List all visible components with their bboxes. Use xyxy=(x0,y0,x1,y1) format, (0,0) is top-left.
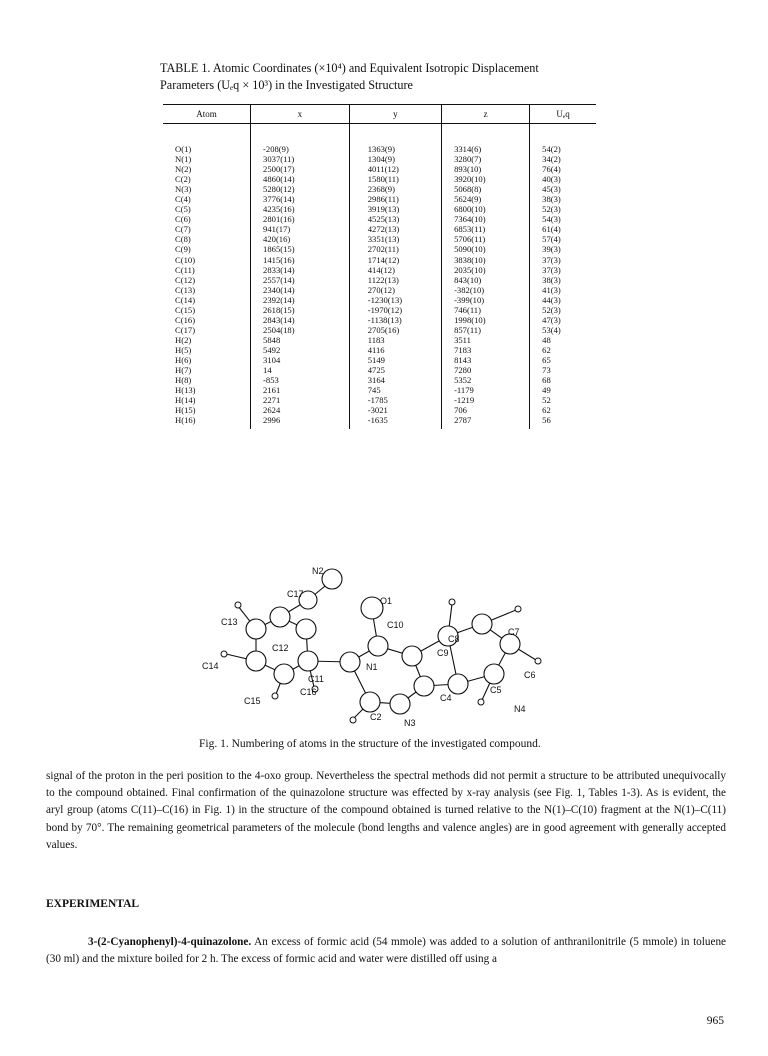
z-cell: 893(10) xyxy=(442,164,530,174)
atom-h14 xyxy=(221,651,227,657)
x-cell: 3104 xyxy=(251,355,350,365)
x-cell: 14 xyxy=(251,365,350,375)
atom-cell: H(13) xyxy=(163,385,251,395)
table-row xyxy=(163,365,596,375)
y-cell: 1122(13) xyxy=(349,275,441,285)
ueq-cell: 40(3) xyxy=(542,174,561,185)
atom-cell: H(7) xyxy=(163,365,251,375)
ueq-cell: 54(2) xyxy=(542,144,561,154)
label-c7: C7 xyxy=(508,627,520,637)
atom-h6 xyxy=(535,658,541,664)
table-spacer-row xyxy=(163,124,596,145)
z-cell: 2035(10) xyxy=(442,265,530,275)
table-row xyxy=(163,295,596,305)
x-cell: 1415(16) xyxy=(251,255,350,265)
atom-cell: H(5) xyxy=(163,345,251,355)
label-c13: C13 xyxy=(221,617,238,627)
atom-cell: C(12) xyxy=(163,275,251,285)
label-c9: C9 xyxy=(437,648,449,658)
atom-c11-ring xyxy=(296,619,316,639)
table-row xyxy=(163,395,596,405)
y-cell: 2986(11) xyxy=(349,194,441,204)
atom-cell: H(6) xyxy=(163,355,251,365)
atom-n2 xyxy=(322,569,342,589)
y-cell: -3021 xyxy=(349,405,441,415)
atom-n3 xyxy=(390,694,410,714)
header-x: x xyxy=(251,105,350,124)
y-cell: -1635 xyxy=(349,415,441,429)
label-c4: C4 xyxy=(440,693,452,703)
atom-cell: H(15) xyxy=(163,405,251,415)
experimental-body: An excess of formic acid (54 mmole) was added to a solution of anthranilonitrile (5 mmole) in toluene (30 ml) and the mixture boiled for 2 h. The excess of formic acid and water were distilled off using a xyxy=(46,936,726,966)
y-cell: 2705(16) xyxy=(349,325,441,335)
z-cell: 857(11) xyxy=(442,325,530,335)
label-o1: O1 xyxy=(380,596,393,606)
molecule-figure xyxy=(190,562,570,734)
hydrogens xyxy=(221,599,541,723)
ueq-cell: 53(4) xyxy=(542,324,561,335)
y-cell: 745 xyxy=(349,385,441,395)
table-row xyxy=(163,174,596,184)
label-c6: C6 xyxy=(524,670,536,680)
x-cell: 2624 xyxy=(251,405,350,415)
z-cell: 2787 xyxy=(442,415,530,429)
table-row xyxy=(163,345,596,355)
table-row xyxy=(163,315,596,325)
y-cell: 4011(12) xyxy=(349,164,441,174)
ueq-cell: 38(3) xyxy=(542,274,561,285)
table-row xyxy=(163,234,596,244)
y-cell: 3164 xyxy=(349,375,441,385)
x-cell: 2618(15) xyxy=(251,305,350,315)
x-cell: 2504(18) xyxy=(251,325,350,335)
table-caption-line-1: TABLE 1. Atomic Coordinates (×10⁴) and Equivalent Isotropic Displacement xyxy=(160,61,539,75)
table-row xyxy=(163,194,596,204)
ueq-cell: 39(3) xyxy=(542,244,561,255)
x-cell: 3776(14) xyxy=(251,194,350,204)
atom-cell: C(7) xyxy=(163,224,251,234)
z-cell: -1179 xyxy=(442,385,530,395)
z-cell: 6853(11) xyxy=(442,224,530,234)
table-row xyxy=(163,335,596,345)
table-row xyxy=(163,144,596,154)
header-y: y xyxy=(349,105,441,124)
ueq-cell: 37(3) xyxy=(542,254,561,265)
y-cell: -1138(13) xyxy=(349,315,441,325)
table-row xyxy=(163,375,596,385)
y-cell: 4725 xyxy=(349,365,441,375)
x-cell: -853 xyxy=(251,375,350,385)
z-cell: 843(10) xyxy=(442,275,530,285)
table-header-row xyxy=(163,105,596,124)
ueq-cell: 47(3) xyxy=(542,314,561,325)
x-cell: 2996 xyxy=(251,415,350,429)
atom-cell: C(4) xyxy=(163,194,251,204)
x-cell: 5492 xyxy=(251,345,350,355)
ueq-cell: 62 xyxy=(542,405,551,416)
section-heading: EXPERIMENTAL xyxy=(46,898,140,910)
z-cell: 5352 xyxy=(442,375,530,385)
atom-cell: H(16) xyxy=(163,415,251,429)
atom-cell: C(17) xyxy=(163,325,251,335)
z-cell: 5706(11) xyxy=(442,234,530,244)
ueq-cell: 48 xyxy=(542,334,551,345)
atom-cell: C(15) xyxy=(163,305,251,315)
table-row xyxy=(163,405,596,415)
atom-cell: C(9) xyxy=(163,244,251,254)
ueq-cell: 68 xyxy=(542,375,551,386)
x-cell: 2843(14) xyxy=(251,315,350,325)
atom-c5 xyxy=(484,664,504,684)
atom-cell: C(10) xyxy=(163,255,251,265)
ueq-cell: 65 xyxy=(542,354,551,365)
atom-c4a xyxy=(448,674,468,694)
ueq-cell: 37(3) xyxy=(542,264,561,275)
label-c17: C17 xyxy=(287,589,304,599)
label-n3: N3 xyxy=(404,718,416,728)
experimental-paragraph xyxy=(46,934,726,968)
y-cell: 5149 xyxy=(349,355,441,365)
atom-n1 xyxy=(340,652,360,672)
x-cell: 2161 xyxy=(251,385,350,395)
x-cell: 4860(14) xyxy=(251,174,350,184)
atom-cell: C(13) xyxy=(163,285,251,295)
x-cell: -208(9) xyxy=(251,144,350,154)
label-n2: N2 xyxy=(312,566,324,576)
y-cell: 4525(13) xyxy=(349,214,441,224)
atom-c11 xyxy=(298,651,318,671)
ueq-cell: 45(3) xyxy=(542,184,561,195)
label-n1: N1 xyxy=(366,662,378,672)
table-row xyxy=(163,325,596,335)
atomic-coordinates-table xyxy=(163,104,596,429)
z-cell: 3838(10) xyxy=(442,255,530,265)
table-caption xyxy=(160,60,630,94)
z-cell: -382(10) xyxy=(442,285,530,295)
ueq-cell: 62 xyxy=(542,344,551,355)
x-cell: 5848 xyxy=(251,335,350,345)
y-cell: -1785 xyxy=(349,395,441,405)
atom-cell: C(14) xyxy=(163,295,251,305)
atom-cell: C(11) xyxy=(163,265,251,275)
atom-cell: C(16) xyxy=(163,315,251,325)
y-cell: 1580(11) xyxy=(349,174,441,184)
y-cell: 4272(13) xyxy=(349,224,441,234)
ueq-cell: 52 xyxy=(542,395,551,406)
label-c2: C2 xyxy=(370,712,382,722)
x-cell: 2392(14) xyxy=(251,295,350,305)
table-body xyxy=(163,124,596,430)
atom-cell: O(1) xyxy=(163,144,251,154)
atom-c2 xyxy=(360,692,380,712)
table-row xyxy=(163,224,596,234)
y-cell: 1363(9) xyxy=(349,144,441,154)
atom-cell: N(2) xyxy=(163,164,251,174)
y-cell: -1970(12) xyxy=(349,305,441,315)
x-cell: 2557(14) xyxy=(251,275,350,285)
z-cell: 3920(10) xyxy=(442,174,530,184)
atom-cell: C(6) xyxy=(163,214,251,224)
ueq-cell: 44(3) xyxy=(542,294,561,305)
table-caption-line-2: Parameters (Uₑq × 10³) in the Investigated Structure xyxy=(160,78,413,92)
y-cell: 1183 xyxy=(349,335,441,345)
label-n4: N4 xyxy=(514,704,526,714)
atom-h7 xyxy=(515,606,521,612)
y-cell: 4116 xyxy=(349,345,441,355)
label-c10: C10 xyxy=(387,620,404,630)
z-cell: 5090(10) xyxy=(442,244,530,254)
table-row xyxy=(163,255,596,265)
z-cell: -399(10) xyxy=(442,295,530,305)
ueq-cell: 34(2) xyxy=(542,154,561,165)
ueq-cell: 54(3) xyxy=(542,214,561,225)
ueq-cell: 56 xyxy=(542,415,551,426)
atom-c16 xyxy=(274,664,294,684)
table-row xyxy=(163,415,596,429)
label-c12: C12 xyxy=(272,643,289,653)
y-cell: 414(12) xyxy=(349,265,441,275)
z-cell: 5068(8) xyxy=(442,184,530,194)
ueq-cell: 49 xyxy=(542,385,551,396)
y-cell: 1714(12) xyxy=(349,255,441,265)
x-cell: 3037(11) xyxy=(251,154,350,164)
table-row xyxy=(163,355,596,365)
atom-h15 xyxy=(272,693,278,699)
body-paragraph: signal of the proton in the peri position to the 4-oxo group. Nevertheless the spectral methods did not permit a structure to be attributed unequivocally to the compound obtained. Final confirmation of the quinazolone structure was effected by x-ray analysis (see Fig. 1, Tables 1-3). As is evident, the aryl group (atoms C(11)–C(16) in Fig. 1) in the structure of the compound obtained is turned relative to the N(1)–C(10) fragment at the N(1)–C(11) bond by 70°. The remaining geometrical parameters of the molecule (bond lengths and valence angles) are in good agreement with generally accepted values. xyxy=(46,770,726,851)
atom-h8 xyxy=(449,599,455,605)
y-cell: 2368(9) xyxy=(349,184,441,194)
ueq-cell: 41(3) xyxy=(542,284,561,295)
atom-c14 xyxy=(246,651,266,671)
atom-c6 xyxy=(500,634,520,654)
page-number: 965 xyxy=(706,1015,724,1027)
z-cell: 7183 xyxy=(442,345,530,355)
atom-cell: H(2) xyxy=(163,335,251,345)
z-cell: 8143 xyxy=(442,355,530,365)
x-cell: 1865(15) xyxy=(251,244,350,254)
atom-h5 xyxy=(478,699,484,705)
ueq-cell: 61(4) xyxy=(542,224,561,235)
z-cell: 746(11) xyxy=(442,305,530,315)
label-c8: C8 xyxy=(448,634,460,644)
atom-c13 xyxy=(246,619,266,639)
label-c14: C14 xyxy=(202,661,219,671)
z-cell: 1998(10) xyxy=(442,315,530,325)
table-row xyxy=(163,265,596,275)
experimental-compound-title: 3-(2-Cyanophenyl)-4-quinazolone. xyxy=(88,936,252,948)
x-cell: 420(16) xyxy=(251,234,350,244)
x-cell: 941(17) xyxy=(251,224,350,234)
ueq-cell: 52(3) xyxy=(542,204,561,215)
label-c15: C15 xyxy=(244,696,261,706)
z-cell: 6800(10) xyxy=(442,204,530,214)
table-row xyxy=(163,275,596,285)
x-cell: 2340(14) xyxy=(251,285,350,295)
atom-cell: H(8) xyxy=(163,375,251,385)
atom-cell: C(8) xyxy=(163,234,251,244)
ueq-cell: 76(4) xyxy=(542,164,561,175)
y-cell: 2702(11) xyxy=(349,244,441,254)
table-row xyxy=(163,154,596,164)
z-cell: -1219 xyxy=(442,395,530,405)
table-row xyxy=(163,184,596,194)
z-cell: 706 xyxy=(442,405,530,415)
z-cell: 3280(7) xyxy=(442,154,530,164)
figure-caption: Fig. 1. Numbering of atoms in the structure of the investigated compound. xyxy=(199,738,541,750)
z-cell: 3511 xyxy=(442,335,530,345)
header-ueq: Uₑq xyxy=(530,105,596,124)
atom-cell: C(5) xyxy=(163,204,251,214)
atom-cell: C(2) xyxy=(163,174,251,184)
table-row xyxy=(163,305,596,315)
label-c5: C5 xyxy=(490,685,502,695)
atom-cell: H(14) xyxy=(163,395,251,405)
z-cell: 7364(10) xyxy=(442,214,530,224)
ueq-cell: 73 xyxy=(542,365,551,376)
x-cell: 2500(17) xyxy=(251,164,350,174)
label-c16: C16 xyxy=(300,687,317,697)
z-cell: 5624(9) xyxy=(442,194,530,204)
x-cell: 5280(12) xyxy=(251,184,350,194)
atom-c10 xyxy=(368,636,388,656)
header-atom: Atom xyxy=(163,105,251,124)
atom-h13 xyxy=(235,602,241,608)
x-cell: 2801(16) xyxy=(251,214,350,224)
atom-h2 xyxy=(350,717,356,723)
table-row xyxy=(163,204,596,214)
table-row xyxy=(163,164,596,174)
z-cell: 7280 xyxy=(442,365,530,375)
x-cell: 4235(16) xyxy=(251,204,350,214)
y-cell: -1230(13) xyxy=(349,295,441,305)
ueq-cell: 38(3) xyxy=(542,194,561,205)
atom-c9 xyxy=(402,646,422,666)
table-row xyxy=(163,285,596,295)
atom-cell: N(1) xyxy=(163,154,251,164)
header-z: z xyxy=(442,105,530,124)
y-cell: 270(12) xyxy=(349,285,441,295)
x-cell: 2833(14) xyxy=(251,265,350,275)
atom-cell: N(3) xyxy=(163,184,251,194)
z-cell: 3314(6) xyxy=(442,144,530,154)
y-cell: 1304(9) xyxy=(349,154,441,164)
x-cell: 2271 xyxy=(251,395,350,405)
label-c11: C11 xyxy=(308,674,324,684)
table-row xyxy=(163,214,596,224)
table-row xyxy=(163,244,596,254)
atom-c12 xyxy=(270,607,290,627)
atom-c4 xyxy=(414,676,434,696)
y-cell: 3919(13) xyxy=(349,204,441,214)
ueq-cell: 52(3) xyxy=(542,304,561,315)
y-cell: 3351(13) xyxy=(349,234,441,244)
ueq-cell: 57(4) xyxy=(542,234,561,245)
atom-c7 xyxy=(472,614,492,634)
table-row xyxy=(163,385,596,395)
